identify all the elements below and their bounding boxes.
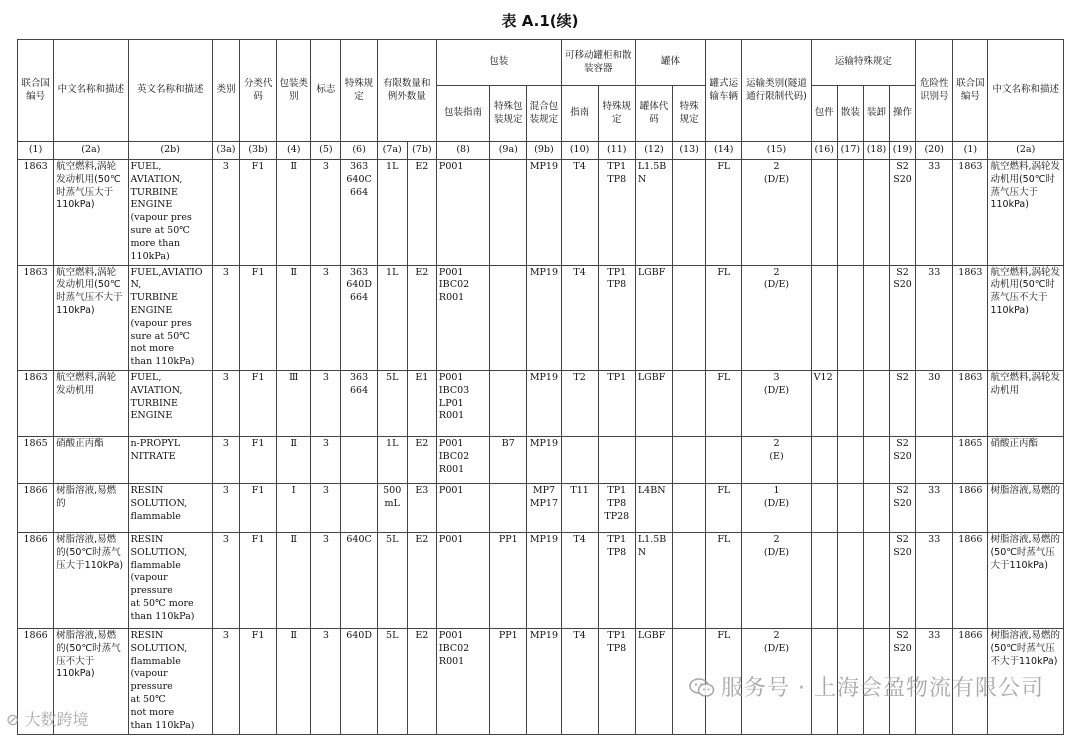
- cell-packing-instructions: P001 IBC02 R001: [436, 265, 489, 371]
- cell-operation: S2 S20: [890, 160, 916, 266]
- header-packing-instructions: 包装指南: [436, 86, 489, 142]
- cell-packing-instructions: P001: [436, 533, 489, 629]
- cell-bulk: [837, 437, 863, 484]
- watermark-right-text: 服务号 · 上海会盈物流有限公司: [721, 676, 1044, 701]
- wechat-icon: [689, 678, 715, 698]
- table-row: [18, 371, 1064, 437]
- cell-classification-code: F1: [240, 371, 277, 437]
- cell-tank-special-provisions: TP1 TP8 TP28: [598, 484, 635, 533]
- cell-packages: [811, 484, 837, 533]
- cell-hazard-id: 33: [916, 160, 953, 266]
- header-packaging-group: 包装: [436, 40, 561, 86]
- cell-packing-instructions: P001 IBC02 R001: [436, 629, 489, 735]
- cell-bulk: [837, 533, 863, 629]
- cell-hazard-id: 33: [916, 629, 953, 735]
- column-number: (16): [811, 142, 837, 160]
- cell-packing-instructions: P001: [436, 160, 489, 266]
- cell-tank-special: [673, 160, 706, 266]
- cell-classification-code: F1: [240, 533, 277, 629]
- cell-class: 3: [212, 265, 239, 371]
- header-special-provisions: 特殊规定: [341, 40, 377, 142]
- column-number: (13): [673, 142, 706, 160]
- column-number: (2b): [128, 142, 212, 160]
- cell-mixed-packing: MP19: [527, 629, 561, 735]
- column-number: (6): [341, 142, 377, 160]
- cell-special-packing: [490, 484, 527, 533]
- cell-english-name: RESIN SOLUTION, flammable (vapour pressure at 50℃ more than 110kPa): [128, 533, 212, 629]
- cell-tank-vehicle: [706, 437, 742, 484]
- cell-chinese-name: 航空燃料,涡轮发动机用(50℃时蒸气压不大于110kPa): [54, 265, 128, 371]
- cell-english-name: RESIN SOLUTION, flammable: [128, 484, 212, 533]
- column-number: (14): [706, 142, 742, 160]
- cell-special-provisions: 363 640D 664: [341, 265, 377, 371]
- cell-limited-quantity: 5L: [377, 629, 407, 735]
- cell-tank-code: L1.5BN: [635, 160, 672, 266]
- cell-tank-code: LGBF: [635, 265, 672, 371]
- cell-transport-category: 2 (D/E): [742, 629, 811, 735]
- cell-limited-quantity: 1L: [377, 160, 407, 266]
- cell-chinese-name: 硝酸正丙酯: [54, 437, 128, 484]
- table-row: [18, 484, 1064, 533]
- cell-tank-code: LGBF: [635, 371, 672, 437]
- cell-packing-group: Ⅰ: [277, 484, 311, 533]
- column-number: (1): [953, 142, 988, 160]
- cell-tank-instructions: T4: [561, 265, 598, 371]
- header-tank-vehicle: 罐式运输车辆: [706, 40, 742, 142]
- cell-packages: [811, 533, 837, 629]
- cell-packing-instructions: P001 IBC03 LP01 R001: [436, 371, 489, 437]
- cell-classification-code: F1: [240, 484, 277, 533]
- column-number: (8): [436, 142, 489, 160]
- cell-tank-special: [673, 371, 706, 437]
- dangerous-goods-table: [17, 39, 1064, 735]
- header-chinese-name-right: 中文名称和描述: [988, 40, 1064, 142]
- header-class: 类别: [212, 40, 239, 142]
- cell-tank-vehicle: FL: [706, 484, 742, 533]
- cell-un-number: 1866: [18, 484, 54, 533]
- cell-packages: V12: [811, 371, 837, 437]
- cell-packages: [811, 265, 837, 371]
- cell-chinese-name-right: 航空燃料,涡轮发动机用(50℃时蒸气压不大于110kPa): [988, 265, 1064, 371]
- cell-english-name: RESIN SOLUTION, flammable (vapour pressure at 50℃ not more than 110kPa): [128, 629, 212, 735]
- cell-label: 3: [311, 629, 341, 735]
- cell-transport-category: 2 (D/E): [742, 265, 811, 371]
- cell-chinese-name: 航空燃料,涡轮发动机用: [54, 371, 128, 437]
- cell-special-provisions: [341, 437, 377, 484]
- watermark-brand: [6, 707, 89, 730]
- cell-loading: [863, 265, 889, 371]
- cell-english-name: FUEL,AVIATION, TURBINE ENGINE (vapour pres sure at 50℃ not more than 110kPa): [128, 265, 212, 371]
- column-number: (10): [561, 142, 598, 160]
- cell-special-packing: [490, 265, 527, 371]
- cell-class: 3: [212, 533, 239, 629]
- cell-un-number-right: 1866: [953, 629, 988, 735]
- cell-special-provisions: 363 640C 664: [341, 160, 377, 266]
- cell-bulk: [837, 484, 863, 533]
- header-un-number-right: 联合国编号: [953, 40, 988, 142]
- header-tank-special-provisions: 特殊规定: [598, 86, 635, 142]
- cell-loading: [863, 160, 889, 266]
- header-un-number: 联合国编号: [18, 40, 54, 142]
- cell-transport-category: 3 (D/E): [742, 371, 811, 437]
- cell-chinese-name-right: 硝酸正丙酯: [988, 437, 1064, 484]
- cell-tank-special: [673, 437, 706, 484]
- column-number: (12): [635, 142, 672, 160]
- cell-tank-special-provisions: TP1 TP8: [598, 265, 635, 371]
- cell-operation: S2 S20: [890, 265, 916, 371]
- cell-un-number: 1866: [18, 629, 54, 735]
- cell-english-name: FUEL, AVIATION, TURBINE ENGINE (vapour pres sure at 50℃ more than 110kPa): [128, 160, 212, 266]
- cell-packages: [811, 160, 837, 266]
- cell-chinese-name-right: 树脂溶液,易燃的(50℃时蒸气压不大于110kPa): [988, 629, 1064, 735]
- cell-chinese-name: 树脂溶液,易燃的(50℃时蒸气压不大于110kPa): [54, 629, 128, 735]
- cell-packing-group: Ⅱ: [277, 533, 311, 629]
- cell-transport-category: 1 (D/E): [742, 484, 811, 533]
- cell-english-name: n-PROPYL NITRATE: [128, 437, 212, 484]
- header-chinese-name: 中文名称和描述: [54, 40, 128, 142]
- cell-loading: [863, 484, 889, 533]
- cell-special-packing: [490, 160, 527, 266]
- cell-un-number: 1866: [18, 533, 54, 629]
- cell-label: 3: [311, 160, 341, 266]
- cell-packing-group: Ⅱ: [277, 629, 311, 735]
- cell-tank-code: L4BN: [635, 484, 672, 533]
- column-number: (18): [863, 142, 889, 160]
- cell-tank-instructions: T4: [561, 160, 598, 266]
- header-mixed-packing: 混合包装规定: [527, 86, 561, 142]
- cell-classification-code: F1: [240, 265, 277, 371]
- cell-excepted-quantity: E1: [407, 371, 436, 437]
- cell-mixed-packing: MP19: [527, 533, 561, 629]
- cell-un-number-right: 1866: [953, 533, 988, 629]
- cell-hazard-id: 30: [916, 371, 953, 437]
- cell-label: 3: [311, 484, 341, 533]
- cell-tank-vehicle: FL: [706, 629, 742, 735]
- cell-tank-instructions: [561, 437, 598, 484]
- cell-tank-special: [673, 265, 706, 371]
- cell-limited-quantity: 5L: [377, 371, 407, 437]
- column-number: (11): [598, 142, 635, 160]
- column-number: (4): [277, 142, 311, 160]
- cell-excepted-quantity: E3: [407, 484, 436, 533]
- cell-tank-code: LGBF: [635, 629, 672, 735]
- column-number: (3a): [212, 142, 239, 160]
- column-number: (5): [311, 142, 341, 160]
- cell-tank-special-provisions: TP1 TP8: [598, 629, 635, 735]
- cell-transport-category: 2 (E): [742, 437, 811, 484]
- cell-special-packing: [490, 371, 527, 437]
- cell-loading: [863, 437, 889, 484]
- cell-chinese-name-right: 航空燃料,涡轮发动机用: [988, 371, 1064, 437]
- cell-excepted-quantity: E2: [407, 437, 436, 484]
- cell-special-packing: PP1: [490, 533, 527, 629]
- column-number: (7a): [377, 142, 407, 160]
- column-number-row: [18, 142, 1064, 160]
- header-transport-category: 运输类别(隧道通行限制代码): [742, 40, 811, 142]
- cell-excepted-quantity: E2: [407, 533, 436, 629]
- brand-logo-icon: ⊘: [6, 710, 20, 729]
- cell-special-provisions: 640D: [341, 629, 377, 735]
- cell-tank-instructions: T4: [561, 533, 598, 629]
- header-tanks-group: 罐体: [635, 40, 705, 86]
- cell-hazard-id: 33: [916, 484, 953, 533]
- cell-packing-instructions: P001 IBC02 R001: [436, 437, 489, 484]
- cell-mixed-packing: MP19: [527, 265, 561, 371]
- header-tank-instructions: 指南: [561, 86, 598, 142]
- cell-un-number: 1863: [18, 265, 54, 371]
- header-english-name: 英文名称和描述: [128, 40, 212, 142]
- cell-chinese-name-right: 树脂溶液,易燃的: [988, 484, 1064, 533]
- cell-label: 3: [311, 533, 341, 629]
- cell-transport-category: 2 (D/E): [742, 533, 811, 629]
- cell-un-number-right: 1863: [953, 371, 988, 437]
- cell-un-number-right: 1866: [953, 484, 988, 533]
- cell-limited-quantity: 5L: [377, 533, 407, 629]
- cell-mixed-packing: MP19: [527, 437, 561, 484]
- cell-label: 3: [311, 371, 341, 437]
- column-number: (15): [742, 142, 811, 160]
- cell-special-packing: B7: [490, 437, 527, 484]
- cell-special-provisions: 363 664: [341, 371, 377, 437]
- cell-un-number-right: 1863: [953, 160, 988, 266]
- cell-tank-vehicle: FL: [706, 160, 742, 266]
- cell-bulk: [837, 371, 863, 437]
- cell-chinese-name: 树脂溶液,易燃的(50℃时蒸气压大于110kPa): [54, 533, 128, 629]
- cell-label: 3: [311, 265, 341, 371]
- cell-operation: S2 S20: [890, 437, 916, 484]
- cell-tank-special-provisions: TP1 TP8: [598, 160, 635, 266]
- cell-limited-quantity: 1L: [377, 437, 407, 484]
- header-special-transport-group: 运输特殊规定: [811, 40, 915, 86]
- header-portable-tanks-group: 可移动罐柜和散装容器: [561, 40, 635, 86]
- cell-special-packing: PP1: [490, 629, 527, 735]
- header-labels: 标志: [311, 40, 341, 142]
- table-row: [18, 265, 1064, 371]
- cell-tank-instructions: T11: [561, 484, 598, 533]
- cell-special-provisions: 640C: [341, 533, 377, 629]
- table-row: [18, 160, 1064, 266]
- table-row: [18, 533, 1064, 629]
- cell-packing-group: Ⅲ: [277, 371, 311, 437]
- cell-hazard-id: 33: [916, 265, 953, 371]
- cell-bulk: [837, 265, 863, 371]
- cell-classification-code: F1: [240, 160, 277, 266]
- cell-chinese-name: 航空燃料,涡轮发动机用(50℃时蒸气压大于110kPa): [54, 160, 128, 266]
- cell-limited-quantity: 1L: [377, 265, 407, 371]
- cell-tank-vehicle: FL: [706, 533, 742, 629]
- header-special-packing: 特殊包装规定: [490, 86, 527, 142]
- cell-operation: S2 S20: [890, 629, 916, 735]
- column-number: (3b): [240, 142, 277, 160]
- cell-mixed-packing: MP19: [527, 371, 561, 437]
- header-operation: 操作: [890, 86, 916, 142]
- column-number: (2a): [988, 142, 1064, 160]
- cell-packages: [811, 437, 837, 484]
- cell-packing-group: Ⅱ: [277, 160, 311, 266]
- header-loading: 装卸: [863, 86, 889, 142]
- cell-class: 3: [212, 371, 239, 437]
- cell-class: 3: [212, 629, 239, 735]
- cell-transport-category: 2 (D/E): [742, 160, 811, 266]
- header-bulk: 散装: [837, 86, 863, 142]
- header-tank-special: 特殊规定: [673, 86, 706, 142]
- cell-loading: [863, 371, 889, 437]
- watermark-left-text: 大数跨境: [24, 710, 89, 729]
- cell-classification-code: F1: [240, 629, 277, 735]
- column-number: (17): [837, 142, 863, 160]
- watermark-service-account: [689, 671, 1044, 702]
- cell-loading: [863, 533, 889, 629]
- cell-mixed-packing: MP7 MP17: [527, 484, 561, 533]
- cell-class: 3: [212, 160, 239, 266]
- cell-tank-special: [673, 533, 706, 629]
- header-classification-code: 分类代码: [240, 40, 277, 142]
- cell-tank-instructions: T4: [561, 629, 598, 735]
- cell-chinese-name-right: 航空燃料,涡轮发动机用(50℃时蒸气压大于110kPa): [988, 160, 1064, 266]
- column-number: (19): [890, 142, 916, 160]
- cell-operation: S2: [890, 371, 916, 437]
- header-packing-group: 包装类别: [277, 40, 311, 142]
- cell-operation: S2 S20: [890, 533, 916, 629]
- header-hazard-id: 危险性识别号: [916, 40, 953, 142]
- cell-tank-special-provisions: TP1 TP8: [598, 533, 635, 629]
- cell-mixed-packing: MP19: [527, 160, 561, 266]
- column-number: (1): [18, 142, 54, 160]
- cell-hazard-id: 33: [916, 533, 953, 629]
- column-number: (20): [916, 142, 953, 160]
- cell-hazard-id: [916, 437, 953, 484]
- header-packages: 包件: [811, 86, 837, 142]
- cell-un-number: 1865: [18, 437, 54, 484]
- table-row: [18, 437, 1064, 484]
- cell-packing-instructions: P001: [436, 484, 489, 533]
- cell-packing-group: Ⅱ: [277, 265, 311, 371]
- column-number: (9a): [490, 142, 527, 160]
- cell-chinese-name-right: 树脂溶液,易燃的(50℃时蒸气压大于110kPa): [988, 533, 1064, 629]
- cell-classification-code: F1: [240, 437, 277, 484]
- cell-un-number: 1863: [18, 160, 54, 266]
- cell-tank-special-provisions: TP1: [598, 371, 635, 437]
- cell-un-number: 1863: [18, 371, 54, 437]
- cell-un-number-right: 1865: [953, 437, 988, 484]
- cell-excepted-quantity: E2: [407, 629, 436, 735]
- column-number: (2a): [54, 142, 128, 160]
- table-title: 表 A.1(续): [501, 12, 579, 30]
- cell-limited-quantity: 500mL: [377, 484, 407, 533]
- cell-tank-vehicle: FL: [706, 265, 742, 371]
- cell-tank-instructions: T2: [561, 371, 598, 437]
- cell-bulk: [837, 160, 863, 266]
- cell-chinese-name: 树脂溶液,易燃的: [54, 484, 128, 533]
- cell-un-number-right: 1863: [953, 265, 988, 371]
- cell-tank-code: L1.5BN: [635, 533, 672, 629]
- cell-class: 3: [212, 437, 239, 484]
- cell-packing-group: Ⅱ: [277, 437, 311, 484]
- column-number: (7b): [407, 142, 436, 160]
- cell-class: 3: [212, 484, 239, 533]
- cell-special-provisions: [341, 484, 377, 533]
- cell-tank-special: [673, 484, 706, 533]
- cell-label: 3: [311, 437, 341, 484]
- cell-operation: S2 S20: [890, 484, 916, 533]
- cell-excepted-quantity: E2: [407, 265, 436, 371]
- header-tank-code: 罐体代码: [635, 86, 672, 142]
- cell-tank-vehicle: FL: [706, 371, 742, 437]
- cell-tank-special-provisions: [598, 437, 635, 484]
- cell-tank-code: [635, 437, 672, 484]
- cell-english-name: FUEL, AVIATION, TURBINE ENGINE: [128, 371, 212, 437]
- cell-excepted-quantity: E2: [407, 160, 436, 266]
- column-number: (9b): [527, 142, 561, 160]
- header-limited-quantities: 有限数量和例外数量: [377, 40, 436, 142]
